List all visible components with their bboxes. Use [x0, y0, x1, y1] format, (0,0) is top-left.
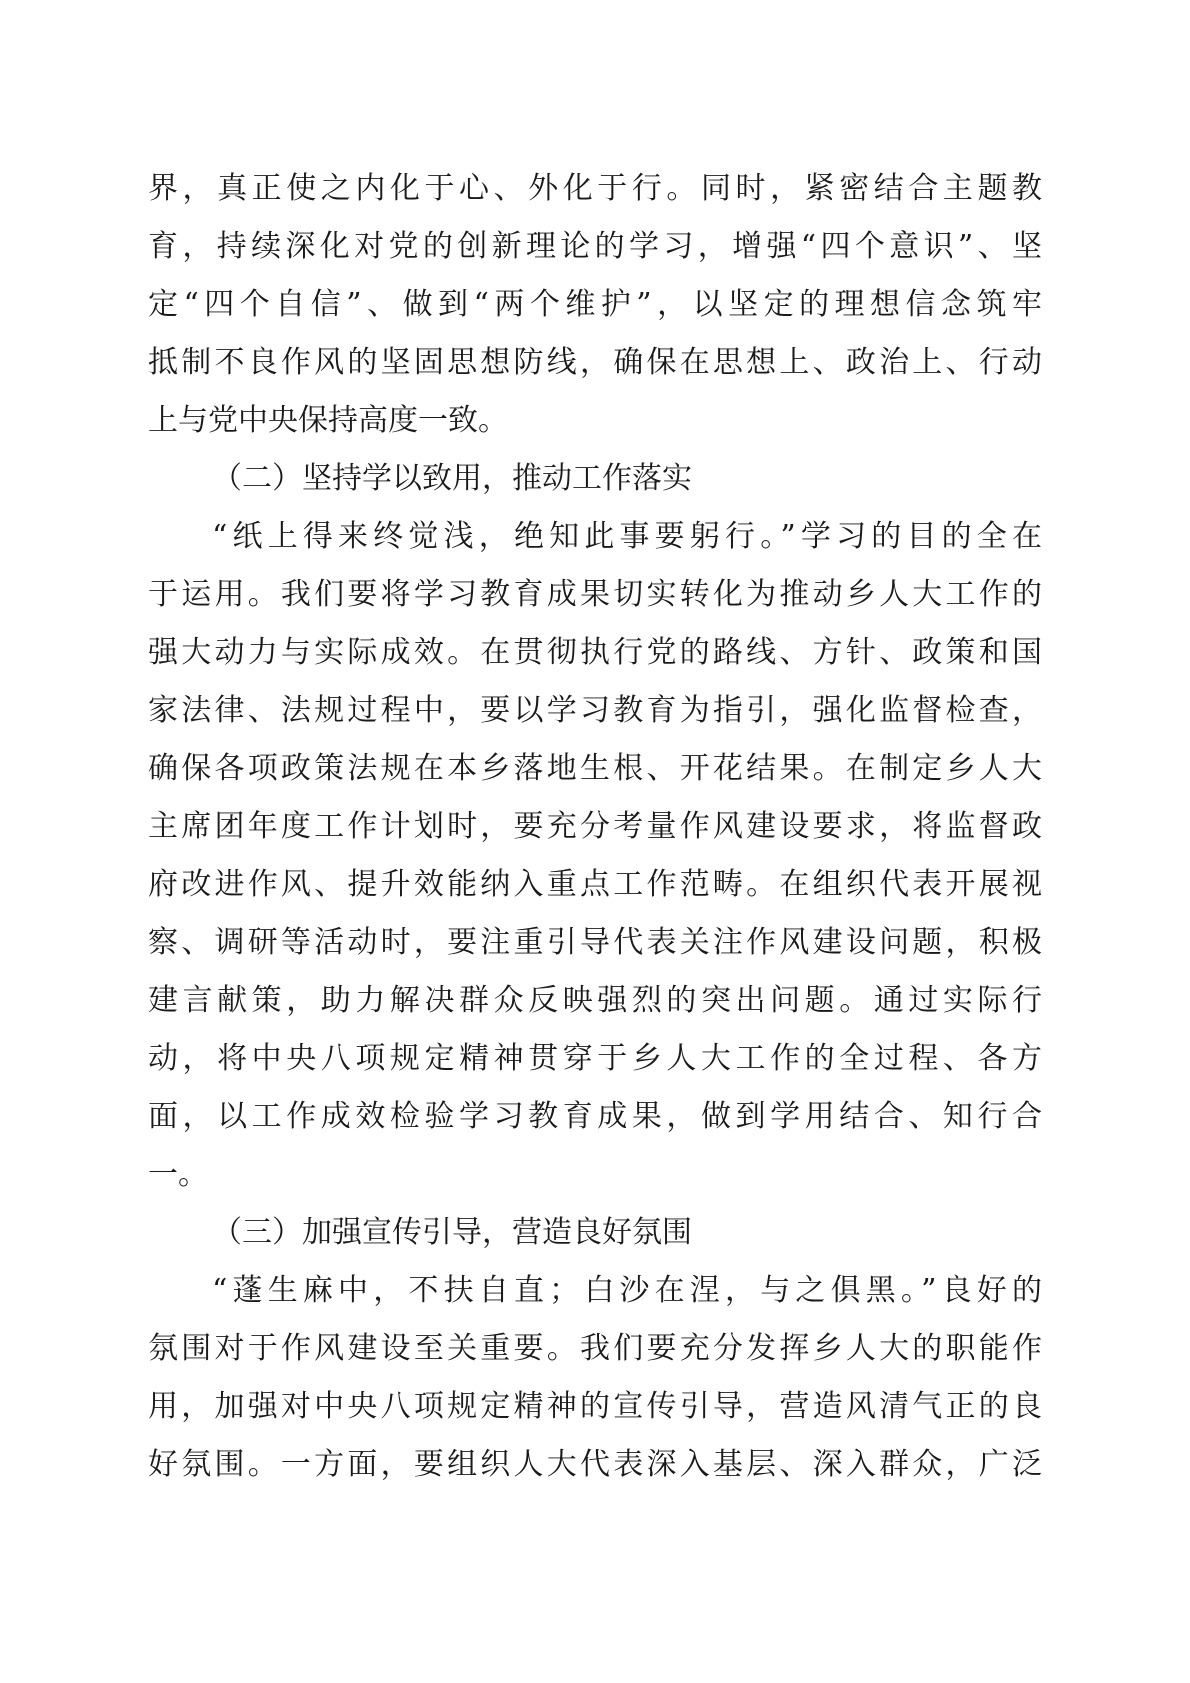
- body-line: 定“四个自信”、做到“两个维护”，以坚定的理想信念筑牢: [148, 287, 1042, 322]
- body-line: 于运用。我们要将学习教育成果切实转化为推动乡人大工作的: [148, 577, 1042, 612]
- body-line: 强大动力与实际成效。在贯彻执行党的路线、方针、政策和国: [148, 635, 1042, 670]
- section-heading: （三）加强宣传引导，营造良好氛围: [212, 1215, 692, 1250]
- body-line: 主席团年度工作计划时，要充分考量作风建设要求，将监督政: [148, 809, 1042, 844]
- body-line: 动，将中央八项规定精神贯穿于乡人大工作的全过程、各方: [148, 1041, 1042, 1076]
- body-line: 确保各项政策法规在本乡落地生根、开花结果。在制定乡人大: [148, 751, 1042, 786]
- body-line: 一。: [148, 1157, 208, 1192]
- body-line: 建言献策，助力解决群众反映强烈的突出问题。通过实际行: [148, 983, 1042, 1018]
- body-line: 界，真正使之内化于心、外化于行。同时，紧密结合主题教: [148, 171, 1042, 206]
- body-line: “蓬生麻中，不扶自直；白沙在涅，与之俱黑。”良好的: [212, 1273, 1042, 1308]
- body-line: “纸上得来终觉浅，绝知此事要躬行。”学习的目的全在: [212, 519, 1042, 554]
- body-line: 抵制不良作风的坚固思想防线，确保在思想上、政治上、行动: [148, 345, 1042, 380]
- body-line: 察、调研等活动时，要注重引导代表关注作风建设问题，积极: [148, 925, 1042, 960]
- body-line: 用，加强对中央八项规定精神的宣传引导，营造风清气正的良: [148, 1389, 1042, 1424]
- body-line: 上与党中央保持高度一致。: [148, 403, 508, 438]
- body-line: 面，以工作成效检验学习教育成果，做到学用结合、知行合: [148, 1099, 1042, 1134]
- body-line: 家法律、法规过程中，要以学习教育为指引，强化监督检查，: [148, 693, 1042, 728]
- body-line: 好氛围。一方面，要组织人大代表深入基层、深入群众，广泛: [148, 1447, 1042, 1482]
- section-heading: （二）坚持学以致用，推动工作落实: [212, 461, 692, 496]
- body-line: 育，持续深化对党的创新理论的学习，增强“四个意识”、坚: [148, 229, 1042, 264]
- body-line: 府改进作风、提升效能纳入重点工作范畴。在组织代表开展视: [148, 867, 1042, 902]
- document-page: [148, 160, 1042, 1494]
- body-line: 氛围对于作风建设至关重要。我们要充分发挥乡人大的职能作: [148, 1331, 1042, 1366]
